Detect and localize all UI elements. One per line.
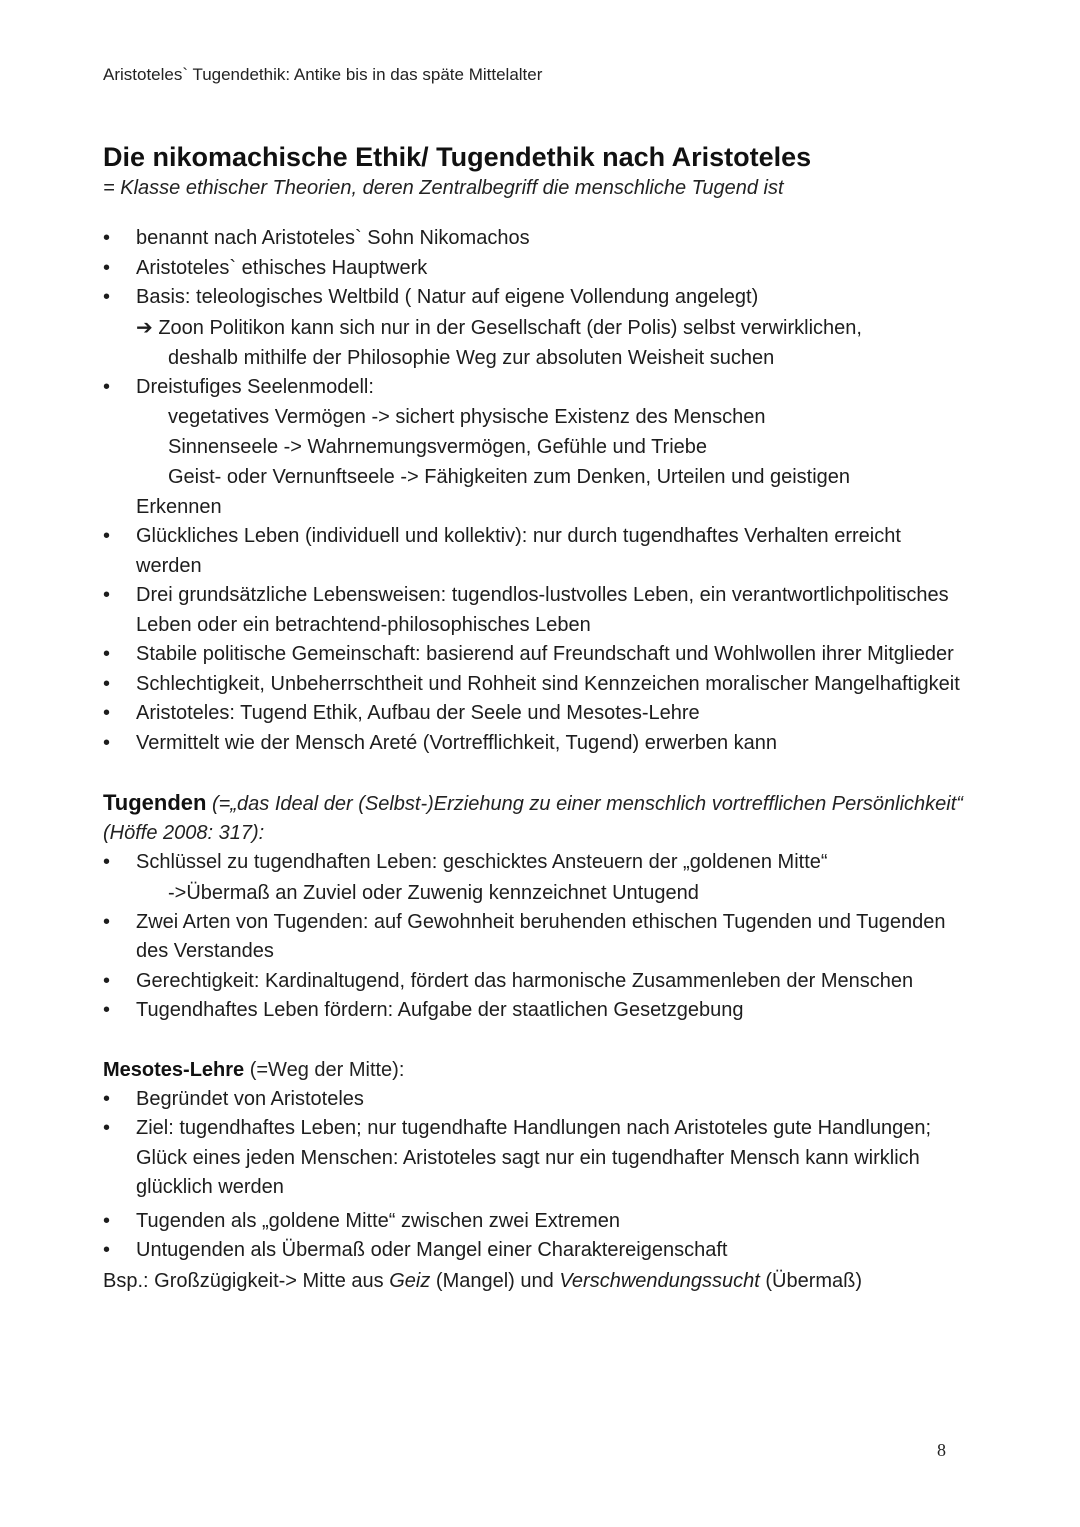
list-item	[103, 224, 963, 254]
list-item	[103, 1207, 963, 1237]
section-heading-tugenden	[103, 788, 963, 848]
seelenmodell-stage-3: Geist- oder Vernunftseele -> Fähigkeiten zum Denken, Urteilen und geistigen	[168, 466, 851, 488]
list-item-text: benannt nach Aristoteles` Sohn Nikomachos	[136, 227, 530, 249]
bullet-icon: •	[103, 227, 111, 249]
list-item	[103, 283, 963, 313]
arrow-note-continuation: deshalb mithilfe der Philosophie Weg zur absoluten Weisheit suchen	[168, 346, 775, 369]
list-item-text: Aristoteles: Tugend Ethik, Aufbau der Seele und Mesotes-Lehre	[136, 702, 700, 724]
list-item-text: Tugenden als „goldene Mitte“ zwischen zwei Extremen	[136, 1209, 620, 1232]
list-item-text: Schlechtigkeit, Unbeherrschtheit und Rohheit sind Kennzeichen moralischer Mangelhaftigkeit	[136, 672, 960, 695]
bullet-icon: •	[103, 643, 111, 665]
list-item	[103, 670, 963, 700]
bullet-list-tugenden	[103, 848, 963, 878]
list-item-text: Dreistufiges Seelenmodell:	[136, 375, 374, 398]
seelenmodell-stage-2: Sinnenseele -> Wahrnemungsvermögen, Gefühle und Triebe	[168, 436, 708, 458]
list-item-text: Ziel: tugendhaftes Leben; nur tugendhafte Handlungen nach Aristoteles gute Handlungen; Glück eines jeden Menschen: Aristoteles sagt nur ein tugendhafter Mensch kann wirklich glücklich werden	[136, 1117, 932, 1198]
bullet-list-ethik	[103, 224, 963, 313]
list-item-text: Drei grundsätzliche Lebensweisen: tugendlos-lustvolles Leben, ein verantwortlichpolitisches Leben oder ein betrachtend-philosophisches Leben	[136, 584, 949, 636]
list-item	[103, 729, 963, 759]
list-item-text: Vermittelt wie der Mensch Areté (Vortrefflichkeit, Tugend) erwerben kann	[136, 731, 778, 754]
list-item	[103, 640, 963, 670]
section-heading-mesotes	[103, 1056, 963, 1085]
example-prefix: Bsp.: Großzügigkeit-> Mitte aus	[103, 1269, 390, 1292]
list-item-continuation: ->Übermaß an Zuviel oder Zuwenig kennzeichnet Untugend	[168, 881, 699, 904]
bullet-icon: •	[103, 851, 111, 873]
example-suffix: (Übermaß)	[759, 1269, 863, 1292]
list-item	[103, 908, 963, 967]
section-title-mesotes: Mesotes-Lehre	[103, 1058, 245, 1081]
bullet-icon: •	[103, 1209, 111, 1232]
example-verschwendungssucht: Verschwendungssucht	[559, 1269, 760, 1292]
bullet-icon: •	[103, 375, 111, 398]
list-item	[103, 848, 963, 878]
bullet-list-tugenden-cont	[103, 908, 963, 1026]
bullet-list-seelenmodell	[103, 373, 963, 403]
section-title-note: (=„das Ideal der (Selbst-)Erziehung zu einer menschlich vortrefflichen Persönlichkeit“ (Höffe 2008: 317):	[103, 793, 963, 844]
page-number: 8	[937, 1440, 946, 1460]
list-item	[103, 581, 963, 640]
page-content	[103, 140, 963, 1296]
example-geiz: Geiz	[389, 1269, 431, 1292]
seelenmodell-stage-1: vegetatives Vermögen -> sichert physische Existenz des Menschen	[168, 406, 766, 428]
list-item-text: Zwei Arten von Tugenden: auf Gewohnheit beruhenden ethischen Tugenden und Tugenden des Verstandes	[136, 910, 946, 962]
list-item	[103, 699, 963, 729]
bullet-icon: •	[103, 702, 111, 724]
bullet-icon: •	[103, 999, 111, 1021]
bullet-list-mesotes	[103, 1085, 963, 1266]
list-item-text: Stabile politische Gemeinschaft: basierend auf Freundschaft und Wohlwollen ihrer Mitglieder	[136, 643, 954, 665]
section-subtitle: = Klasse ethischer Theorien, deren Zentralbegriff die menschliche Tugend ist	[103, 177, 784, 199]
bullet-icon: •	[103, 731, 111, 754]
bullet-icon: •	[103, 1087, 111, 1110]
list-item-text: Basis: teleologisches Weltbild ( Natur auf eigene Vollendung angelegt)	[136, 286, 759, 308]
section-title-note: (=Weg der Mitte):	[244, 1058, 405, 1081]
list-item	[103, 373, 963, 403]
list-item	[103, 1236, 963, 1266]
list-item-text: Untugenden als Übermaß oder Mangel einer Charaktereigenschaft	[136, 1239, 728, 1261]
list-item-text: Schlüssel zu tugendhaften Leben: geschicktes Ansteuern der „goldenen Mitte“	[136, 851, 828, 873]
bullet-icon: •	[103, 584, 111, 606]
seelenmodell-stage-3-continuation: Erkennen	[136, 496, 222, 518]
list-item-text: Gerechtigkeit: Kardinaltugend, fördert das harmonische Zusammenleben der Menschen	[136, 969, 914, 992]
bullet-icon: •	[103, 910, 111, 933]
bullet-icon: •	[103, 286, 111, 308]
list-item	[103, 522, 963, 581]
section-title-nikomachische-ethik: Die nikomachische Ethik/ Tugendethik nach Aristoteles	[103, 142, 812, 172]
bullet-icon: •	[103, 969, 111, 992]
bullet-list-ethik-cont	[103, 522, 963, 758]
arrow-note: ➔ Zoon Politikon kann sich nur in der Gesellschaft (der Polis) selbst verwirklichen,	[136, 316, 862, 339]
bullet-icon: •	[103, 1239, 111, 1261]
example-line	[103, 1266, 963, 1296]
running-header: Aristoteles` Tugendethik: Antike bis in das späte Mittelalter	[103, 65, 543, 84]
example-mid: (Mangel) und	[430, 1269, 560, 1292]
list-item-text: Glückliches Leben (individuell und kollektiv): nur durch tugendhaftes Verhalten erreicht werden	[136, 525, 901, 577]
list-item	[103, 1085, 963, 1115]
list-item	[103, 996, 963, 1026]
list-item	[103, 1114, 963, 1203]
section-title-tugenden: Tugenden	[103, 790, 207, 815]
list-item-text: Begründet von Aristoteles	[136, 1087, 364, 1110]
bullet-icon: •	[103, 1117, 111, 1139]
bullet-icon: •	[103, 672, 111, 695]
bullet-icon: •	[103, 525, 111, 547]
list-item	[103, 254, 963, 284]
list-item-text: Tugendhaftes Leben fördern: Aufgabe der staatlichen Gesetzgebung	[136, 999, 744, 1021]
list-item	[103, 967, 963, 997]
list-item-text: Aristoteles` ethisches Hauptwerk	[136, 256, 428, 279]
bullet-icon: •	[103, 256, 111, 279]
